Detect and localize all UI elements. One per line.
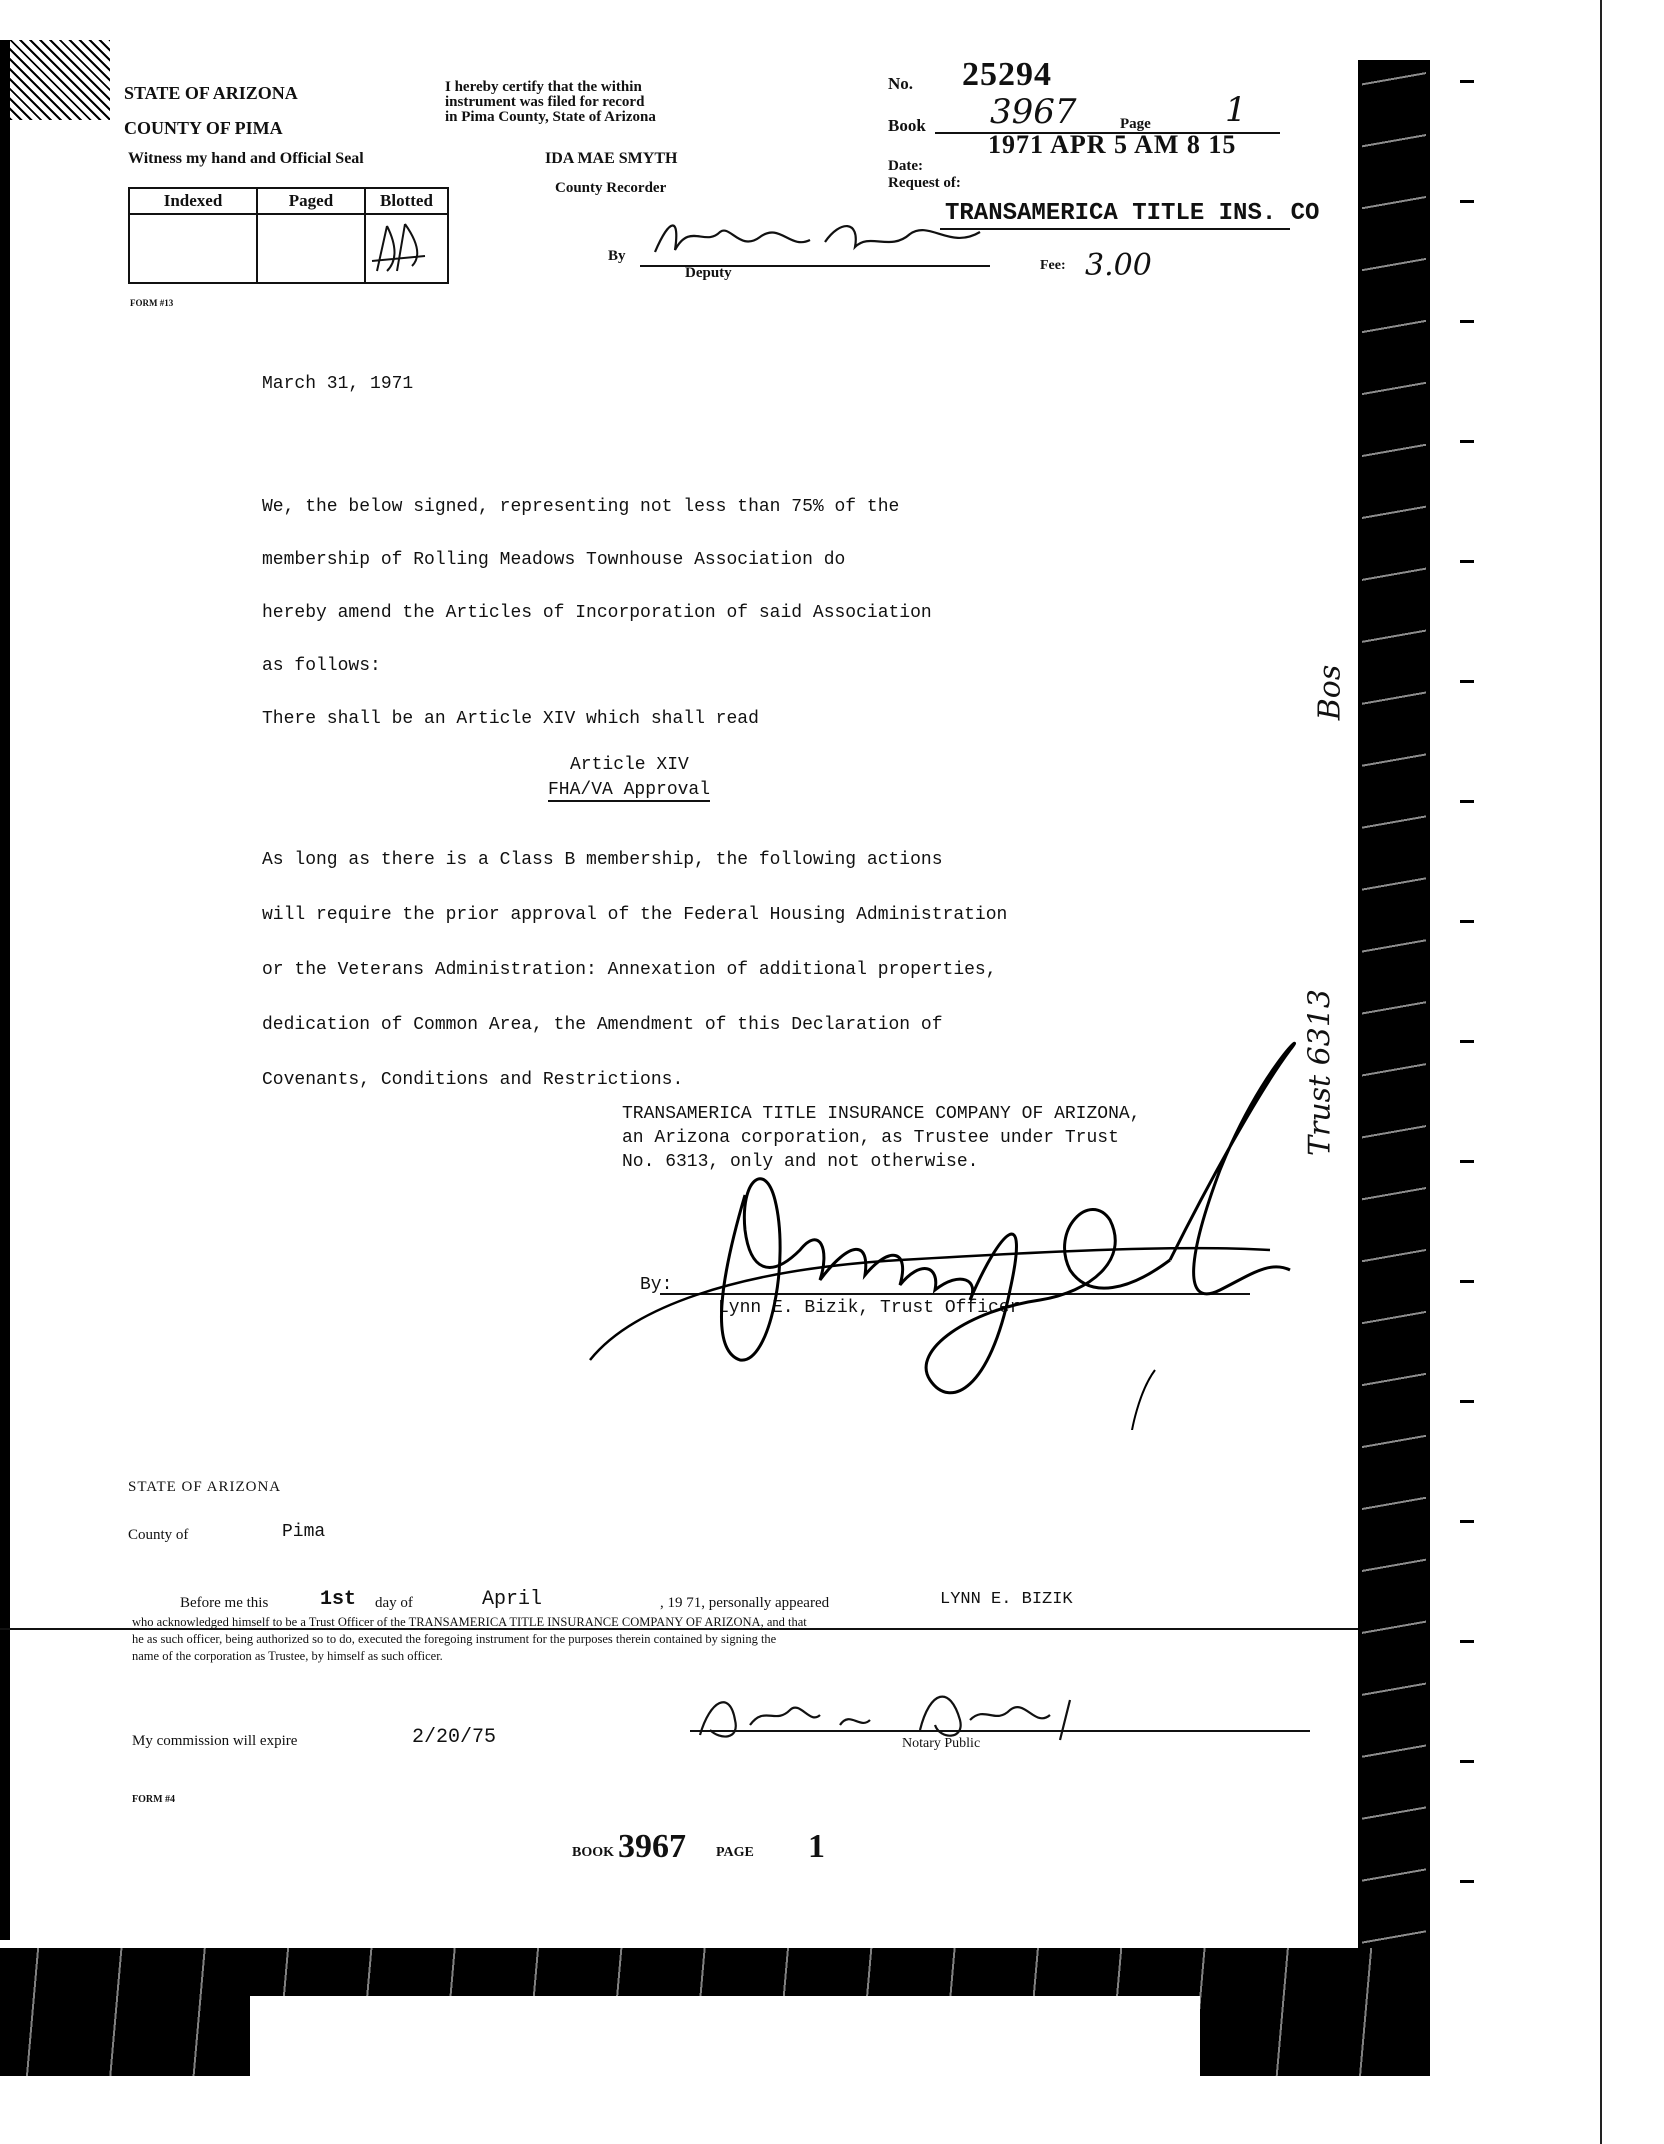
document-number: 25294	[962, 56, 1052, 93]
stamp-deputy-label: Deputy	[685, 265, 732, 281]
bottom-speckle	[0, 1948, 1430, 2076]
right-scan-speckle	[1362, 60, 1426, 1950]
margin-initials	[1300, 640, 1360, 740]
signatory-line-3: No. 6313, only and not otherwise.	[622, 1152, 979, 1172]
preamble-line-4: as follows:	[262, 656, 381, 676]
article-line-4: dedication of Common Area, the Amendment of this Declaration of	[262, 1015, 943, 1035]
stamp-witness-line: Witness my hand and Official Seal	[128, 150, 364, 167]
stamp-form-code: FORM #13	[130, 298, 174, 308]
cell-blotted	[365, 214, 448, 283]
margin-note-text: Trust 6313	[1302, 989, 1338, 1157]
notary-day-of-label: day of	[375, 1595, 413, 1611]
stamp-no-label: No.	[888, 74, 914, 93]
margin-note-trust	[1290, 960, 1350, 1180]
stamp-date-label: Date:	[888, 158, 923, 174]
margin-initials-text: Bos	[1312, 664, 1348, 721]
stamp-page-label: Page	[1120, 116, 1151, 132]
blotted-initials	[367, 216, 427, 276]
header-paged: Paged	[257, 188, 365, 214]
page-edge-line	[1600, 0, 1602, 2144]
article-subheading: FHA/VA Approval	[548, 780, 711, 800]
article-heading: Article XIV	[570, 755, 689, 775]
notary-state-label: STATE OF ARIZONA	[128, 1479, 282, 1495]
right-margin-dots	[1460, 80, 1474, 1980]
stamp-certify-text	[445, 80, 656, 125]
notary-year-label: , 19 71, personally appeared	[660, 1595, 830, 1611]
preamble-line-5: There shall be an Article XIV which shall read	[262, 709, 759, 729]
stamp-county-line: COUNTY OF PIMA	[124, 118, 283, 138]
page-number: 1	[1225, 90, 1247, 130]
footer-page-label: PAGE	[716, 1845, 754, 1860]
preamble-line-3: hereby amend the Articles of Incorporation of said Association	[262, 603, 932, 623]
stamp-fee-label: Fee:	[1040, 258, 1066, 273]
notary-body-line-2: he as such officer, being authorized so to do, executed the foregoing instrument for the purposes therein contained by signing the	[132, 1632, 777, 1646]
top-left-scan-noise	[0, 40, 110, 120]
header-blotted: Blotted	[365, 188, 448, 214]
article-line-3: or the Veterans Administration: Annexation of additional properties,	[262, 960, 997, 980]
article-line-2: will require the prior approval of the Federal Housing Administration	[262, 905, 1008, 925]
fee-value: 3.00	[1085, 248, 1152, 283]
notary-commission-value: 2/20/75	[412, 1726, 497, 1749]
signer-line: Lynn E. Bizik, Trust Officer	[718, 1298, 1021, 1318]
preamble-line-1: We, the below signed, representing not less than 75% of the	[262, 497, 900, 517]
recording-index-table	[128, 187, 449, 284]
stamp-state-line: STATE OF ARIZONA	[124, 83, 298, 103]
cell-indexed	[129, 214, 257, 283]
book-number: 3967	[990, 92, 1077, 132]
cell-paged	[257, 214, 365, 283]
letter-preamble	[262, 481, 932, 746]
stamp-by-label: By	[608, 248, 626, 264]
notary-body-line-1: who acknowledged himself to be a Trust Officer of the TRANSAMERICA TITLE INSURANCE COMPANY OF ARIZONA, and that	[132, 1615, 807, 1629]
trust-officer-signature	[570, 1030, 1330, 1430]
stamp-recorder-name: IDA MAE SMYTH	[545, 150, 678, 167]
notary-form-code: FORM #4	[132, 1794, 176, 1805]
notary-commission-label: My commission will expire	[132, 1733, 298, 1749]
notary-person-name: LYNN E. BIZIK	[940, 1590, 1073, 1609]
notary-before-prefix: Before me this	[180, 1595, 269, 1611]
letter-date: March 31, 1971	[262, 374, 414, 394]
notary-body-line-3: name of the corporation as Trustee, by himself as such officer.	[132, 1649, 443, 1663]
article-line-1: As long as there is a Class B membership, the following actions	[262, 850, 943, 870]
deputy-signature	[650, 212, 990, 267]
notary-county-label: County of	[128, 1527, 189, 1543]
stamp-book-label: Book	[888, 116, 926, 135]
certify-line-3: in Pima County, State of Arizona	[445, 109, 656, 125]
stamp-recorder-title: County Recorder	[555, 180, 667, 196]
article-line-5: Covenants, Conditions and Restrictions.	[262, 1070, 684, 1090]
requested-by: TRANSAMERICA TITLE INS. CO	[945, 200, 1320, 227]
notary-signature-rule	[690, 1730, 1310, 1732]
header-indexed: Indexed	[129, 188, 257, 214]
certify-line-2: instrument was filed for record	[445, 94, 645, 110]
notary-day-value: 1st	[320, 1588, 357, 1611]
footer-book-number: 3967	[618, 1828, 686, 1865]
notary-public-label: Notary Public	[902, 1736, 981, 1751]
stamp-request-label: Request of:	[888, 175, 961, 191]
preamble-line-2: membership of Rolling Meadows Townhouse Association do	[262, 550, 846, 570]
certify-line-1: I hereby certify that the within	[445, 79, 642, 95]
signature-by-label: By:	[640, 1275, 673, 1295]
notary-month-value: April	[482, 1588, 543, 1611]
notary-body	[132, 1614, 807, 1665]
notary-county-value: Pima	[282, 1522, 326, 1542]
notary-signature	[690, 1680, 1110, 1760]
signatory-line-2: an Arizona corporation, as Trustee under Trust	[622, 1128, 1119, 1148]
signatory-line-1: TRANSAMERICA TITLE INSURANCE COMPANY OF ARIZONA,	[622, 1104, 1141, 1124]
left-scan-edge	[0, 40, 10, 1940]
request-rule	[940, 228, 1290, 230]
stamp-date-value: 1971 APR 5 AM 8 15	[988, 130, 1237, 159]
footer-book-label: BOOK	[572, 1845, 615, 1860]
footer-page-number: 1	[808, 1828, 825, 1865]
